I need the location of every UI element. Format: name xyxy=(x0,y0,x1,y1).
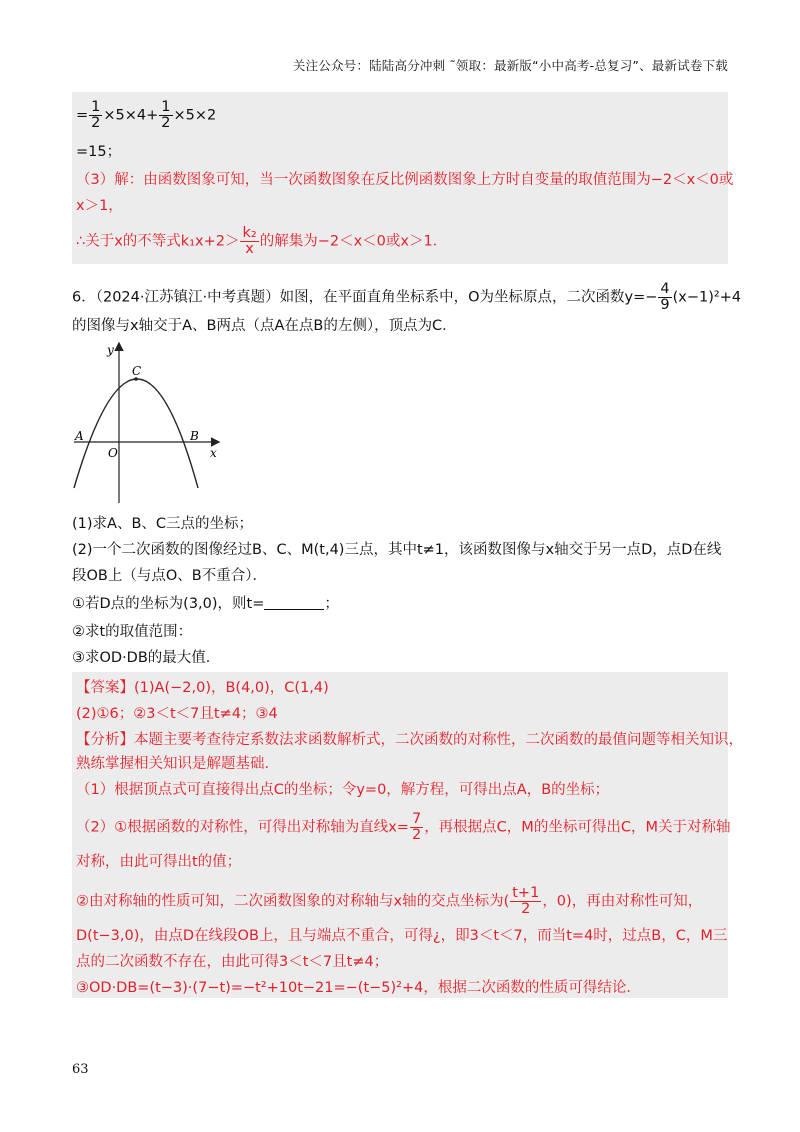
a2-frac-den: 2 xyxy=(411,827,422,843)
analysis-line-1: 【分析】本题主要考查待定系数法求函数解析式，二次函数的对称性，二次函数的最值问题等相关知识， xyxy=(76,732,743,748)
answer-line-1 xyxy=(76,678,329,698)
a4-frac-den: 2 xyxy=(521,901,531,917)
frac-num: k₂ xyxy=(242,225,257,241)
page-number: 63 xyxy=(72,1062,89,1077)
question-line-2: 的图像与x轴交于A、B两点（点A在点B的左侧），顶点为C． xyxy=(72,318,457,334)
sub-question-2: ②求t的取值范围： xyxy=(72,624,193,640)
analysis-2 xyxy=(76,812,730,843)
solution-part3-cont: x＞1， xyxy=(76,198,123,214)
label-o: O xyxy=(108,446,118,460)
conclusion-text-b: 的解集为−2＜x＜0或x＞1． xyxy=(259,233,448,250)
label-y: y xyxy=(107,343,114,357)
analysis-3: 对称，由此可得出t的值； xyxy=(76,854,242,870)
solution-part3: （3）解：由函数图象可知，当一次函数图象在反比例函数图象上方时自变量的取值范围为−2＜x＜0或 xyxy=(76,172,734,188)
analysis-4 xyxy=(76,886,702,917)
q-frac-den: 9 xyxy=(660,297,670,313)
part-1: (1)求A、B、C三点的坐标； xyxy=(72,516,254,532)
calc-line-2: =15； xyxy=(76,144,122,160)
answer-tag: 【答案】 xyxy=(76,680,134,696)
answer-line-2: (2)①6；②3＜t＜7且t≠4；③4 xyxy=(76,706,278,722)
a2-text-a: （2）①根据函数的对称性，可得出对称轴为直线x= xyxy=(76,819,409,836)
sub-question-3: ③求OD·DB的最大值． xyxy=(72,650,221,666)
calc-line-1: = $\frac{1}{2}$ ×5×4+ $\frac{1}{2}$ ×5×2 xyxy=(76,99,217,131)
a4-text-b: ，0)，再由对称性可知， xyxy=(542,893,703,910)
label-b: B xyxy=(190,429,199,443)
answer-1: (1)A(−2,0)，B(4,0)，C(1,4) xyxy=(134,680,329,696)
analysis-1: （1）根据顶点式可直接得出点C的坐标；令y=0，解方程，可得出点A，B的坐标； xyxy=(76,782,610,798)
part-2-line-2: 段OB上（与点O、B不重合）． xyxy=(72,568,267,584)
parabola-curve xyxy=(74,379,198,488)
q-frac-num: 4 xyxy=(660,281,670,297)
page-header: 关注公众号：陆陆高分冲刺 ˜领取：最新版“小中高考-总复习”、最新试卷下载 xyxy=(292,58,728,73)
solution-conclusion xyxy=(76,226,447,257)
analysis-5: D(t−3,0)，由点D在线段OB上，且与端点不重合，可得¿，即3＜t＜7，而当t=4时，过点B，C，M三 xyxy=(76,928,728,944)
sub1-text: ①若D点的坐标为(3,0)，则t= xyxy=(72,596,265,612)
answer-blank[interactable] xyxy=(264,595,324,610)
part-2-line-1: (2)一个二次函数的图像经过B、C、M(t,4)三点，其中t≠1，该函数图像与x轴交于另一点D，点D在线 xyxy=(72,542,722,558)
a4-text-a: ②由对称轴的性质可知，二次函数图象的对称轴与x轴的交点坐标为( xyxy=(76,893,510,910)
q-text-b: (x−1)²+4 xyxy=(672,289,742,306)
sub1-end: ； xyxy=(324,596,339,612)
a4-frac-num: t+1 xyxy=(512,885,540,901)
label-a: A xyxy=(75,429,84,443)
label-x: x xyxy=(210,446,217,460)
a2-text-b: ，再根据点C，M的坐标可得出C，M关于对称轴 xyxy=(424,819,731,836)
parabola-graph xyxy=(72,338,232,508)
q-text-a: 6．（2024·江苏镇江·中考真题）如图，在平面直角坐标系中，O为坐标原点，二次函数y=− xyxy=(72,289,658,306)
conclusion-text-a: ∴关于x的不等式k₁x+2＞ xyxy=(76,233,240,250)
analysis-line-2: 熟练掌握相关知识是解题基础． xyxy=(76,756,279,772)
analysis-7: ③OD·DB=(t−3)·(7−t)=−t²+10t−21=−(t−5)²+4，根据二次函数的性质可得结论． xyxy=(76,980,641,996)
analysis-6: 点的二次函数不存在，由此可得3＜t＜7且t≠4； xyxy=(76,954,389,970)
sub-question-1 xyxy=(72,594,339,614)
a2-frac-num: 7 xyxy=(411,811,422,827)
question-line-1 xyxy=(72,282,741,313)
frac-den: x xyxy=(245,241,254,257)
label-c: C xyxy=(132,364,142,378)
